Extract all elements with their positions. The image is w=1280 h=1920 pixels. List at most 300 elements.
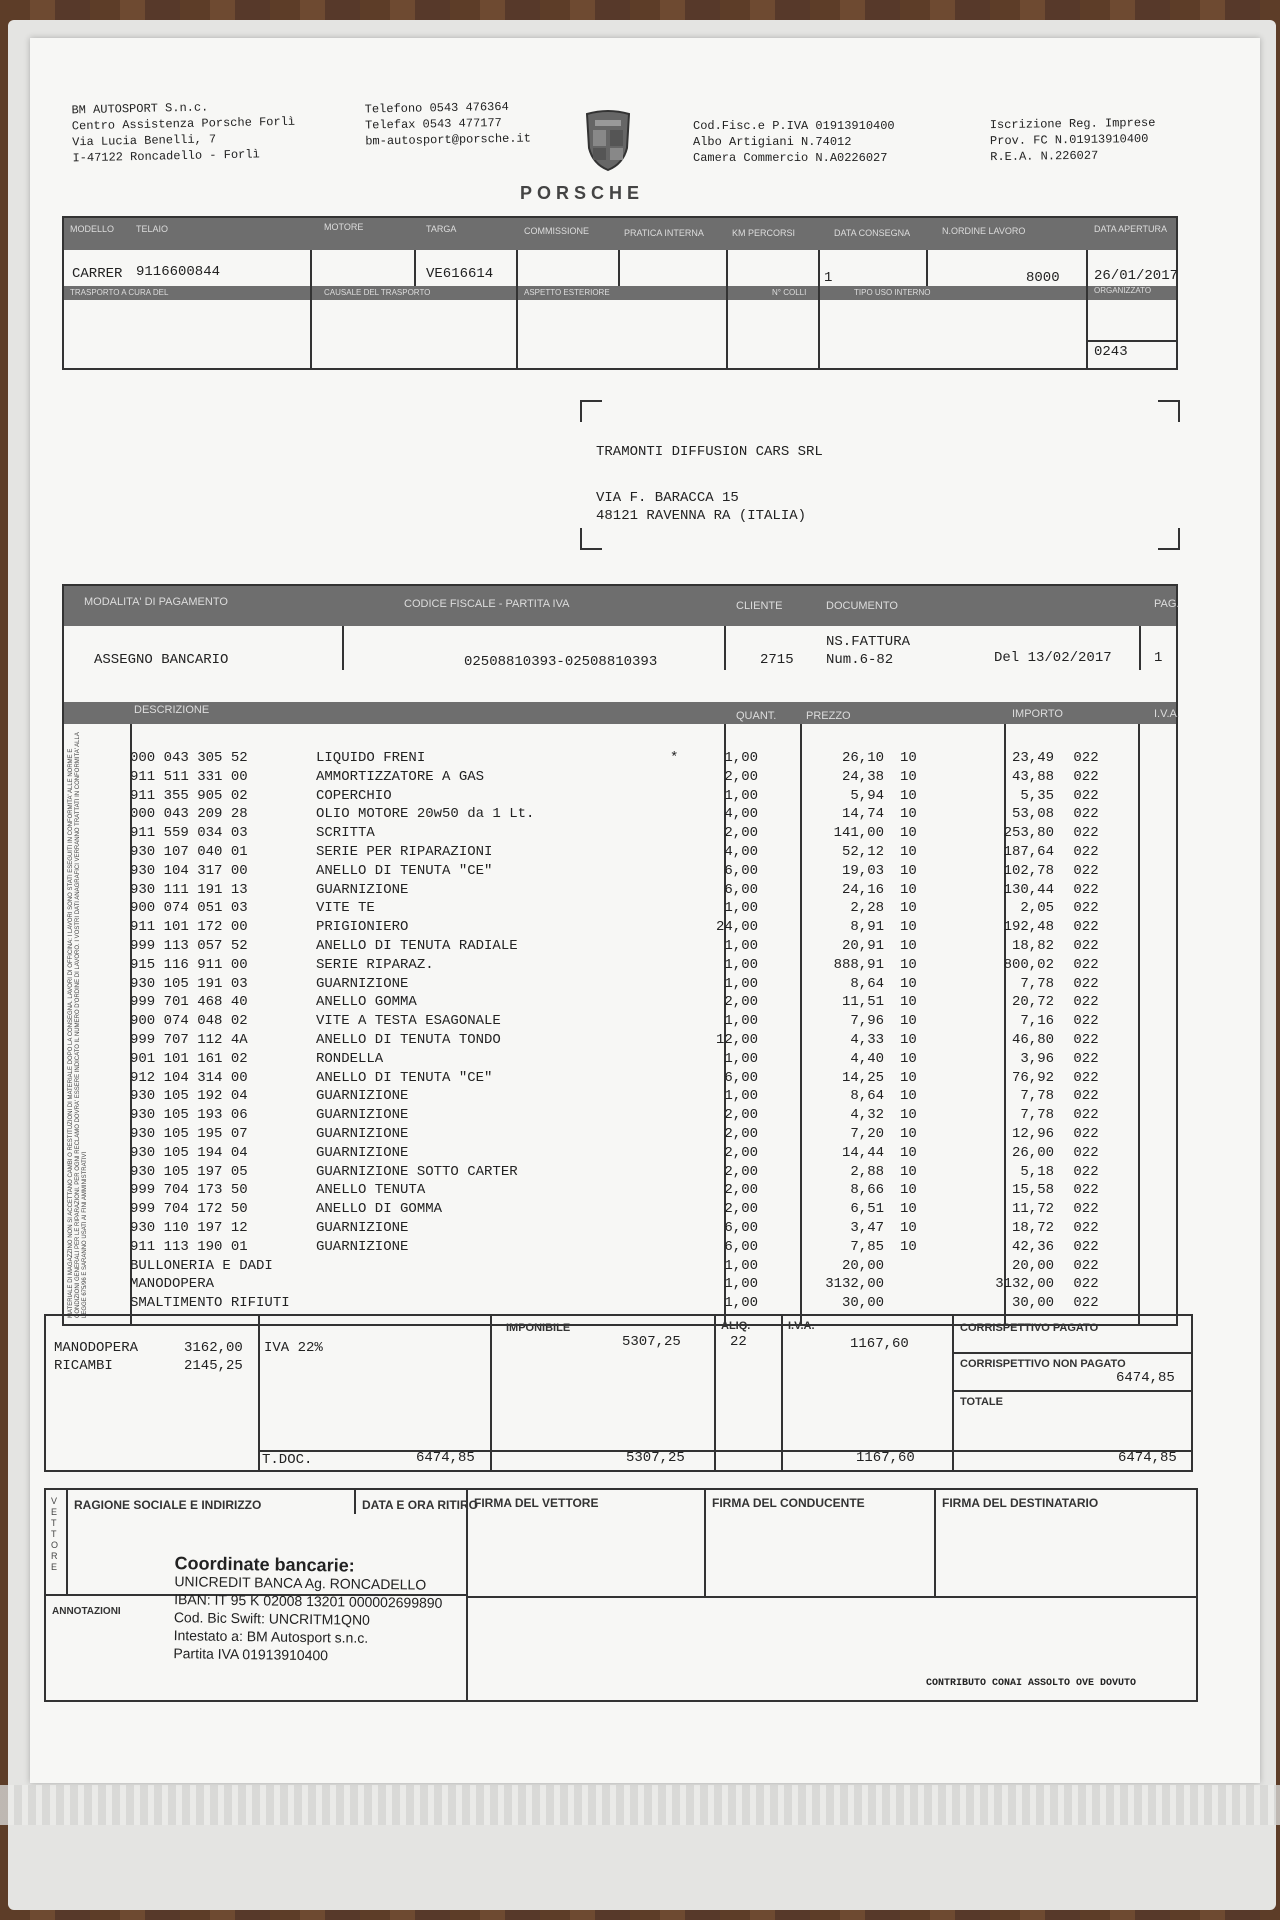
company-phone: Telefono 0543 476364 [364,99,509,117]
hdr-aspetto: ASPETTO ESTERIORE [524,288,610,297]
item-iva: 022 [1073,862,1099,879]
val-ordine: 8000 [1026,270,1060,286]
item-price: 2,88 [850,1163,884,1180]
item-code: 900 074 051 03 [130,900,248,917]
bank-line-5: Partita IVA 01913910400 [173,1645,329,1664]
item-quantity: 2,00 [724,768,758,785]
table-row [128,768,1116,787]
item-price: 30,00 [841,1295,884,1312]
table-row [128,749,1116,768]
item-iva: 022 [1073,1238,1099,1255]
divider [926,250,928,286]
item-discount: 10 [900,1182,917,1199]
bank-line-1: UNICREDIT BANCA Ag. RONCADELLO [174,1573,427,1593]
data-ora-label: DATA E ORA RITIRO [362,1498,478,1512]
hdr-cf: CODICE FISCALE - PARTITA IVA [404,598,570,610]
item-description: ANELLO DI TENUTA RADIALE [316,937,518,954]
item-price: 14,44 [841,1144,884,1161]
table-row [128,1294,1116,1313]
item-iva: 022 [1073,1219,1099,1236]
item-code: 999 704 173 50 [130,1182,248,1199]
item-description: GUARNIZIONE [316,1144,409,1161]
table-row [128,1031,1116,1050]
divider [342,626,344,670]
items-header-bar [64,702,1176,724]
fiscal-line-2: Albo Artigiani N.74012 [693,135,852,149]
item-amount: 7,78 [1020,975,1054,992]
item-iva: 022 [1073,1295,1099,1312]
item-code: 930 105 192 04 [130,1088,248,1105]
val-modello: CARRER [72,266,123,282]
item-description: VITE A TESTA ESAGONALE [316,1013,501,1030]
item-flag [668,1181,692,1200]
hdr-quant: QUANT. [736,710,777,722]
imponibile-label: IMPONIBILE [506,1322,571,1334]
divider [952,1316,954,1470]
item-price: 8,64 [850,975,884,992]
item-code: 901 101 161 02 [130,1050,248,1067]
item-iva: 022 [1073,1069,1099,1086]
item-discount: 10 [900,843,917,860]
registry-line-3: R.E.A. N.226027 [990,148,1099,165]
item-description: GUARNIZIONE [316,1238,409,1255]
item-quantity: 1,00 [724,975,758,992]
item-amount: 18,72 [1011,1219,1054,1236]
ricambi-label: RICAMBI [54,1358,113,1374]
item-price: 24,16 [841,881,884,898]
manodopera-label: MANODOPERA [54,1340,139,1356]
item-discount: 10 [900,1050,917,1067]
item-flag [668,805,692,824]
item-flag [668,824,692,843]
item-flag [668,993,692,1012]
item-flag [668,937,692,956]
item-price: 4,33 [850,1031,884,1048]
divider [466,1596,1196,1598]
item-amount: 3132,00 [995,1276,1054,1293]
item-price: 26,10 [841,750,884,766]
table-row [128,824,1116,843]
hdr-iva: I.V.A. [1154,708,1180,720]
item-description: GUARNIZIONE SOTTO CARTER [316,1163,518,1180]
hdr-organizzato: ORGANIZZATO [1094,286,1152,295]
item-amount: 12,96 [1011,1125,1054,1142]
val-cf: 02508810393-02508810393 [464,654,658,670]
conai-note: CONTRIBUTO CONAI ASSOLTO OVE DOVUTO [926,1678,1137,1689]
divider [818,250,820,368]
item-quantity: 4,00 [724,806,758,823]
item-price: 11,51 [841,994,884,1011]
item-amount: 15,58 [1011,1182,1054,1199]
item-iva: 022 [1073,1163,1099,1180]
item-code: 930 110 197 12 [130,1219,248,1236]
firma-conducente-label: FIRMA DEL CONDUCENTE [712,1496,865,1510]
item-quantity: 1,00 [724,900,758,917]
val-docnum: Num.6-82 [826,652,894,668]
item-quantity: 6,00 [724,1238,758,1255]
item-price: 7,96 [850,1013,884,1030]
item-code: 999 113 057 52 [130,937,248,954]
item-description: ANELLO DI GOMMA [316,1201,443,1218]
item-flag [668,1144,692,1163]
divider [714,1316,716,1470]
divider [724,626,726,670]
item-flag [668,1087,692,1106]
hdr-importo: IMPORTO [1012,708,1063,720]
item-discount: 10 [900,1238,917,1255]
divider [952,1352,1191,1354]
divider [258,1316,260,1470]
item-discount: 10 [900,1125,917,1142]
item-iva: 022 [1073,1107,1099,1124]
item-iva: 022 [1073,806,1099,823]
footer-block [44,1488,1198,1702]
item-flag [668,1294,692,1313]
item-flag: * [670,750,679,766]
item-quantity: 1,00 [724,1276,758,1293]
item-price: 141,00 [833,825,884,842]
recipient-street: VIA F. BARACCA 15 [596,490,739,506]
item-iva: 022 [1073,1050,1099,1067]
imponibile-total: 5307,25 [626,1450,685,1466]
item-flag [668,1275,692,1294]
table-row [128,787,1116,806]
table-row [128,843,1116,862]
val-organizzato: 0243 [1094,344,1128,360]
item-price: 7,85 [850,1238,884,1255]
item-code: 900 074 048 02 [130,1013,248,1030]
item-flag [668,1219,692,1238]
divider [258,1450,1191,1452]
item-code: 000 043 305 52 [130,750,248,766]
item-amount: 46,80 [1011,1031,1054,1048]
item-discount: 10 [900,768,917,785]
val-page: 1 [1154,650,1163,666]
manodopera-value: 3162,00 [184,1340,243,1356]
iva-rate-label: IVA 22% [264,1340,323,1356]
item-price: 3,47 [850,1219,884,1236]
divider [781,1316,783,1470]
item-description: COPERCHIO [316,787,392,804]
porsche-wordmark: PORSCHE [520,183,645,203]
item-discount: 10 [900,1201,917,1218]
item-amount: 20,72 [1011,994,1054,1011]
tdoc-label: T.DOC. [262,1452,313,1468]
annotazioni-label: ANNOTAZIONI [52,1606,121,1617]
table-row [128,1219,1116,1238]
divider [952,1390,1191,1392]
item-discount: 10 [900,956,917,973]
divider [354,1490,356,1514]
item-description [314,1275,668,1294]
item-flag [668,1125,692,1144]
bank-line-3: Cod. Bic Swift: UNCRITM1QN0 [173,1609,371,1628]
item-amount: 30,00 [1011,1295,1054,1312]
item-price: 888,91 [833,956,884,973]
item-iva: 022 [1073,1013,1099,1030]
item-quantity: 2,00 [724,1144,758,1161]
item-quantity: 2,00 [724,1163,758,1180]
item-amount: 5,18 [1020,1163,1054,1180]
item-discount: 10 [900,994,917,1011]
item-flag [668,1163,692,1182]
item-quantity: 1,00 [724,1257,758,1274]
item-price: 4,32 [850,1107,884,1124]
table-row [128,1144,1116,1163]
item-code: 930 105 193 06 [130,1107,248,1124]
val-targa: VE616614 [426,266,494,282]
item-flag [668,1069,692,1088]
val-date: Del 13/02/2017 [994,650,1112,666]
non-pagato-label: CORRISPETTIVO NON PAGATO [960,1358,1126,1370]
item-amount: 187,64 [1003,843,1054,860]
item-code: 930 111 191 13 [130,881,248,898]
table-row [128,1106,1116,1125]
divider [934,1490,936,1596]
item-quantity: 1,00 [724,750,758,766]
table-row [128,1069,1116,1088]
item-amount: 102,78 [1003,862,1054,879]
hdr-ordine: N.ORDINE LAVORO [942,226,1026,236]
porsche-crest-icon [583,108,633,172]
item-amount: 53,08 [1011,806,1054,823]
item-description: ANELLO DI TENUTA "CE" [316,862,493,879]
item-iva: 022 [1073,1201,1099,1218]
registry-block [990,115,1156,165]
item-amount: 3,96 [1020,1050,1054,1067]
table-row [128,1238,1116,1257]
fiscal-line-3: Camera Commercio N.A0226027 [693,151,888,165]
item-price: 4,40 [850,1050,884,1067]
item-iva: 022 [1073,919,1099,936]
sleeve-perforation [0,1785,1280,1825]
totale-label: TOTALE [960,1396,1003,1408]
ragione-label: RAGIONE SOCIALE E INDIRIZZO [74,1498,262,1512]
item-discount: 10 [900,787,917,804]
item-amount: 11,72 [1011,1201,1054,1218]
company-city: I-47122 Roncadello - Forlì [72,147,260,166]
item-flag [668,1012,692,1031]
registry-line-2: Prov. FC N.01913910400 [989,131,1149,149]
registry-line-1: Iscrizione Reg. Imprese [989,115,1156,133]
item-code: 911 355 905 02 [130,787,248,804]
table-row [128,899,1116,918]
item-code: 930 105 194 04 [130,1144,248,1161]
table-row [128,1257,1116,1276]
item-code: 911 511 331 00 [130,768,248,785]
item-flag [668,899,692,918]
item-flag [668,862,692,881]
item-iva: 022 [1073,1276,1099,1293]
val-telaio: 9116600844 [136,264,221,280]
item-description: GUARNIZIONE [316,1088,409,1105]
item-discount: 10 [900,919,917,936]
invoice-page [30,38,1260,1783]
item-quantity: 6,00 [724,1219,758,1236]
item-description [314,1257,668,1276]
item-discount: 10 [900,1069,917,1086]
item-description: ANELLO TENUTA [316,1182,426,1199]
hdr-descrizione: DESCRIZIONE [134,704,210,716]
item-quantity: 24,00 [715,919,758,936]
item-discount: 10 [900,1013,917,1030]
item-code: 930 105 197 05 [130,1163,248,1180]
item-description: GUARNIZIONE [316,975,409,992]
hdr-pratica: PRATICA INTERNA [624,228,704,238]
item-price: 52,12 [841,843,884,860]
divider [726,250,728,368]
val-client: 2715 [760,652,794,668]
item-quantity: 4,00 [724,843,758,860]
firma-destinatario-label: FIRMA DEL DESTINATARIO [942,1496,1099,1510]
terms-side-note: MATERIALE DI MAGAZZINO NON SI ACCETTANO CAMBI O RESTITUZIONI DI MATERIALE DOPO LA CONSEGNA. LAVORI DI OFFICINA: I LAVORI SONO STATI ESEGUITI IN CONFORMITA' ALLE NORME E CONDIZIONI GENERALI PER LE RIPARAZIONI. PER OGNI RECLAMO DOVRA' ESSERE INDICATO IL NUMERO D'ORDINE DI LAVORO. I VOSTRI DATI ANAGRAFICI VERRANNO TRATTATI IN CONFORMITA' ALLA LEGGE 675/96 E SARANNO USATI AI FINI AMMINISTRATIVI [68,732,88,1318]
item-price: 2,28 [850,900,884,917]
item-description: GUARNIZIONE [316,881,409,898]
item-code: 999 701 468 40 [130,994,248,1011]
item-discount [886,1257,952,1276]
item-quantity: 2,00 [724,1107,758,1124]
item-flag [668,787,692,806]
hdr-consegna: DATA CONSEGNA [834,228,911,238]
item-price: 19,03 [841,862,884,879]
vehicle-table [62,216,1178,370]
hdr-modello: MODELLO [70,224,115,234]
company-email: bm-autosport@porsche.it [365,131,532,149]
item-iva: 022 [1073,1031,1099,1048]
item-amount: 7,78 [1020,1107,1054,1124]
item-code: BULLONERIA E DADI [130,1257,273,1274]
item-flag [668,768,692,787]
val-doctype: NS.FATTURA [826,634,911,650]
item-price: 24,38 [841,768,884,785]
item-quantity: 2,00 [724,994,758,1011]
iva-col-label: I.V.A. [788,1320,815,1332]
bank-title: Coordinate bancarie: [174,1553,355,1576]
hdr-motore: MOTORE [324,222,364,232]
item-amount: 800,02 [1003,956,1054,973]
pagato-label: CORRISPETTIVO PAGATO [960,1322,1099,1334]
item-discount: 10 [900,900,917,917]
item-amount: 7,16 [1020,1013,1054,1030]
vettore-label: VETTORE [51,1496,59,1572]
divider [1086,250,1088,368]
item-description: SCRITTA [316,825,375,842]
contact-block [365,99,531,150]
item-flag [668,1106,692,1125]
table-row [128,1125,1116,1144]
iva-value: 1167,60 [850,1336,909,1352]
item-flag [668,1238,692,1257]
items-table [128,749,1116,1313]
item-code: 911 113 190 01 [130,1238,248,1255]
item-code: 930 105 191 03 [130,975,248,992]
bank-line-4: Intestato a: BM Autosport s.n.c. [173,1627,369,1646]
item-amount: 23,49 [1011,750,1054,766]
item-price: 7,20 [850,1125,884,1142]
recipient-window [580,400,1180,550]
hdr-commissione: COMMISSIONE [524,226,590,236]
hdr-tipo-uso: TIPO USO INTERNO [854,288,931,297]
item-quantity: 12,00 [715,1031,758,1048]
item-discount: 10 [900,806,917,823]
recipient-name: TRAMONTI DIFFUSION CARS SRL [596,444,823,460]
item-amount: 43,88 [1011,768,1054,785]
item-amount: 42,36 [1011,1238,1054,1255]
hdr-trasporto: TRASPORTO A CURA DEL [70,288,169,297]
item-description: GUARNIZIONE [316,1125,409,1142]
company-name: BM AUTOSPORT S.n.c. [71,100,209,118]
item-code: SMALTIMENTO RIFIUTI [130,1295,290,1312]
item-price: 6,51 [850,1201,884,1218]
totals-block [44,1314,1193,1472]
divider [704,1490,706,1596]
divider [414,250,416,286]
item-quantity: 1,00 [724,956,758,973]
item-discount: 10 [900,1144,917,1161]
aliq-label: ALIQ. [721,1320,751,1332]
item-code: 915 116 911 00 [130,956,248,973]
item-amount: 2,05 [1020,900,1054,917]
item-iva: 022 [1073,881,1099,898]
item-description: OLIO MOTORE 20w50 da 1 Lt. [316,806,535,823]
item-iva: 022 [1073,1125,1099,1142]
item-amount: 7,78 [1020,1088,1054,1105]
fiscal-block [693,118,895,166]
item-flag [668,918,692,937]
item-code: MANODOPERA [130,1276,215,1293]
item-iva: 022 [1073,900,1099,917]
item-description: LIQUIDO FRENI [316,750,426,766]
hdr-causale: CAUSALE DEL TRASPORTO [324,288,431,297]
item-price: 3132,00 [825,1276,884,1293]
table-row [128,975,1116,994]
item-iva: 022 [1073,975,1099,992]
company-fax: Telefax 0543 477177 [364,116,502,133]
non-pagato-value: 6474,85 [1116,1370,1175,1386]
item-code: 930 104 317 00 [130,862,248,879]
bank-line-2: IBAN: IT 95 K 02008 13201 000002699890 [174,1591,443,1611]
item-flag [668,1031,692,1050]
item-price: 20,00 [841,1257,884,1274]
item-description: ANELLO GOMMA [316,994,417,1011]
hdr-colli: N° COLLI [772,288,807,297]
tdoc-value: 6474,85 [416,1450,475,1466]
item-discount: 10 [900,825,917,842]
item-discount: 10 [900,975,917,992]
item-description: ANELLO DI TENUTA "CE" [316,1069,493,1086]
item-code: 930 105 195 07 [130,1125,248,1142]
item-iva: 022 [1073,956,1099,973]
item-price: 8,91 [850,919,884,936]
table-row [128,1275,1116,1294]
hdr-cliente: CLIENTE [736,600,783,612]
item-amount: 18,82 [1011,937,1054,954]
item-discount: 10 [900,750,917,766]
item-quantity: 6,00 [724,1069,758,1086]
iva-total: 1167,60 [856,1450,915,1466]
fiscal-line-1: Cod.Fisc.e P.IVA 01913910400 [693,119,895,133]
item-iva: 022 [1073,1257,1099,1274]
item-discount: 10 [900,881,917,898]
val-payment: ASSEGNO BANCARIO [94,652,229,668]
item-description: SERIE RIPARAZ. [316,956,434,973]
item-quantity: 1,00 [724,1013,758,1030]
divider [618,250,620,286]
item-quantity: 1,00 [724,1088,758,1105]
item-amount: 26,00 [1011,1144,1054,1161]
company-block [71,98,296,167]
table-row [128,862,1116,881]
